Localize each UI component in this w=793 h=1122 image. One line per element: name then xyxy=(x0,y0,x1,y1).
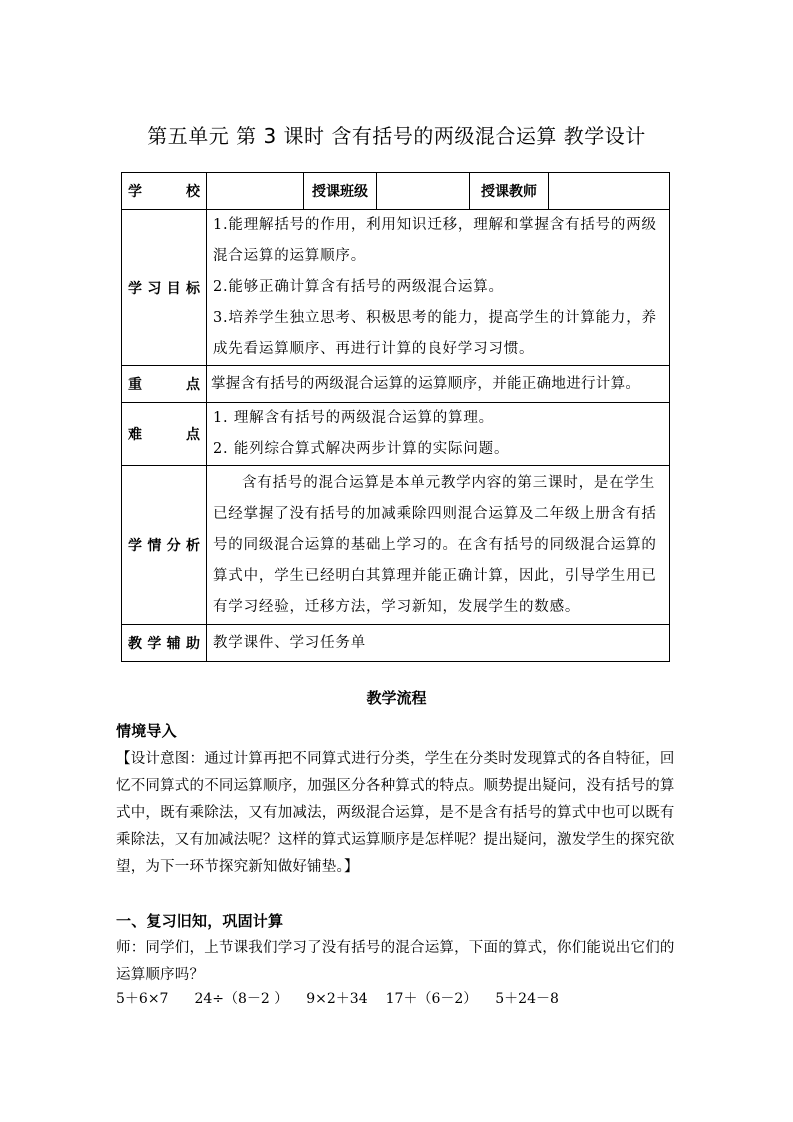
table-row xyxy=(122,173,670,210)
difficulty-item: 2. 能列综合算式解决两步计算的实际问题。 xyxy=(213,441,510,457)
formula-item: 5＋24－8 xyxy=(495,991,559,1007)
formula-item: 17＋（6－2） xyxy=(385,991,478,1007)
section1-heading: 一、复习旧知，巩固计算 xyxy=(116,912,284,930)
class-label: 授课班级 xyxy=(304,173,377,210)
table-row xyxy=(122,403,670,466)
class-value xyxy=(377,173,470,210)
teacher-label: 授课教师 xyxy=(470,173,549,210)
goal-item: 3.培养学生独立思考、积极思考的能力，提高学生的计算能力，养成先看运算顺序、再进行计算的良好学习习惯。 xyxy=(213,310,657,357)
key-point-text: 掌握含有括号的两级混合运算的运算顺序，并能正确地进行计算。 xyxy=(207,366,670,403)
lesson-info-table xyxy=(121,172,670,662)
school-value xyxy=(207,173,304,210)
analysis-text: 含有括号的混合运算是本单元教学内容的第三课时，是在学生已经掌握了没有括号的加减乘除四则混合运算及二年级上册含有括号的同级混合运算的基础上学习的。在含有括号的同级混合运算的算式中，学生已经明白其算理并能正确计算，因此，引导学生用已有学习经验，迁移方法，学习新知，发展学生的数感。 xyxy=(213,474,657,615)
document-title: 第五单元 第 3 课时 含有括号的两级混合运算 教学设计 xyxy=(147,124,646,148)
school-label: 学 校 xyxy=(122,173,207,210)
formula-item: 5＋6×7 xyxy=(116,991,169,1007)
formula-list xyxy=(116,988,559,1008)
table-row xyxy=(122,210,670,366)
process-heading: 教学流程 xyxy=(366,689,427,707)
design-intent: 【设计意图：通过计算再把不同算式进行分类，学生在分类时发现算式的各自特征，回忆不同算式的不同运算顺序，加强区分各种算式的特点。顺势提出疑问，没有括号的算式中，既有乘除法，又有加减法，两级混合运算，是不是含有括号的算式中也可以既有乘除法，又有加减法呢？这样的算式运算顺序是怎样呢？提出疑问，激发学生的探究欲望，为下一环节探究新知做好铺垫。】 xyxy=(116,751,675,875)
aids-text: 教学课件、学习任务单 xyxy=(207,625,670,662)
table-row xyxy=(122,366,670,403)
table-row xyxy=(122,466,670,625)
goal-item: 2.能够正确计算含有括号的两级混合运算。 xyxy=(213,279,504,295)
goals-cell xyxy=(207,210,670,366)
intro-heading: 情境导入 xyxy=(116,722,177,740)
difficulty-cell xyxy=(207,403,670,466)
key-point-label: 重 点 xyxy=(122,366,207,403)
difficulty-label: 难 点 xyxy=(122,403,207,466)
goals-label: 学习目标 xyxy=(122,210,207,366)
table-row xyxy=(122,625,670,662)
analysis-label: 学情分析 xyxy=(122,466,207,625)
difficulty-item: 1. 理解含有括号的两级混合运算的算理。 xyxy=(213,410,494,426)
aids-label: 教学辅助 xyxy=(122,625,207,662)
teacher-line: 师：同学们，上节课我们学习了没有括号的混合运算，下面的算式，你们能说出它们的运算顺序吗？ xyxy=(116,940,675,983)
formula-item: 9×2＋34 xyxy=(306,991,368,1007)
teacher-value xyxy=(549,173,670,210)
formula-item: 24÷（8－2 ） xyxy=(194,991,289,1007)
analysis-cell xyxy=(207,466,670,625)
goal-item: 1.能理解括号的作用，利用知识迁移，理解和掌握含有括号的两级混合运算的运算顺序。 xyxy=(213,217,657,264)
